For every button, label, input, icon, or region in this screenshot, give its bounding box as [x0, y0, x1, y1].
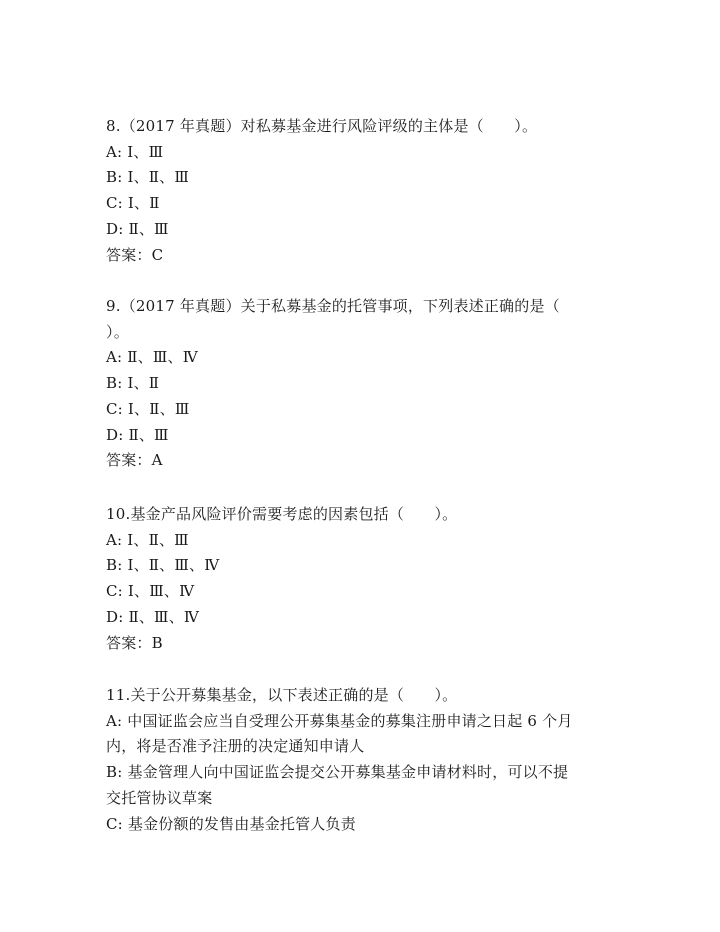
option-d: D: Ⅱ、Ⅲ: [106, 425, 169, 444]
option-a: A: 中国证监会应当自受理公开募集基金的募集注册申请之日起 6 个月: [106, 711, 573, 730]
option-a-continued: 内，将是否准予注册的决定通知申请人: [106, 737, 365, 756]
question-stem: 8.（2017 年真题）对私募基金进行风险评级的主体是（ ）。: [106, 117, 538, 135]
question-stem: 11.关于公开募集基金，以下表述正确的是（ ）。: [106, 686, 458, 704]
option-d: D: Ⅱ、Ⅲ: [106, 219, 169, 238]
option-b-continued: 交托管协议草案: [106, 788, 213, 807]
option-a: A: Ⅰ、Ⅱ、Ⅲ: [106, 530, 189, 549]
answer: 答案：B: [106, 633, 163, 652]
option-d: D: Ⅱ、Ⅲ、Ⅳ: [106, 607, 200, 626]
question-stem-continued: ）。: [106, 322, 129, 341]
question-stem: 9.（2017 年真题）关于私募基金的托管事项，下列表述正确的是（: [106, 297, 560, 315]
answer: 答案：C: [106, 245, 164, 264]
option-c: C: Ⅰ、Ⅱ: [106, 194, 160, 213]
question-stem: 10.基金产品风险评价需要考虑的因素包括（ ）。: [106, 505, 458, 523]
answer: 答案：A: [106, 451, 163, 470]
option-b: B: Ⅰ、Ⅱ、Ⅲ、Ⅳ: [106, 556, 220, 575]
option-b: B: 基金管理人向中国证监会提交公开募集基金申请材料时，可以不提: [106, 763, 569, 782]
option-a: A: Ⅱ、Ⅲ、Ⅳ: [106, 348, 198, 367]
option-a: A: Ⅰ、Ⅲ: [106, 142, 164, 161]
option-b: B: Ⅰ、Ⅱ、Ⅲ: [106, 168, 190, 187]
option-c: C: 基金份额的发售由基金托管人负责: [106, 814, 356, 833]
option-c: C: Ⅰ、Ⅱ、Ⅲ: [106, 399, 190, 418]
option-b: B: Ⅰ、Ⅱ: [106, 374, 160, 393]
question-9: [106, 294, 626, 474]
question-8: [106, 114, 626, 268]
question-10: [106, 502, 626, 656]
option-c: C: Ⅰ、Ⅲ、Ⅳ: [106, 582, 195, 601]
question-11: [106, 683, 626, 837]
